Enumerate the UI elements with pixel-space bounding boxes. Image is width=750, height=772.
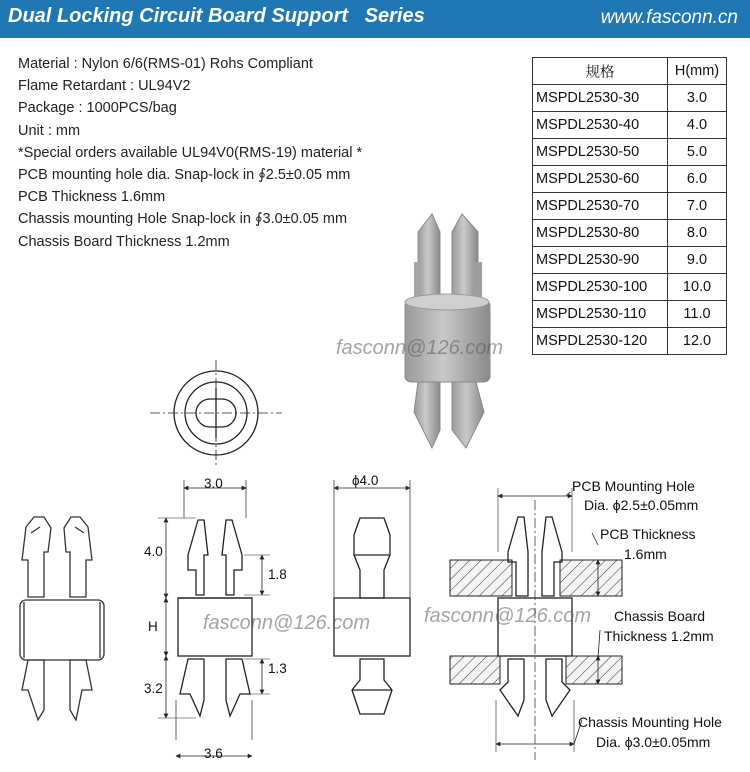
spec-line: *Special orders available UL94V0(RMS-19) material * bbox=[18, 144, 363, 161]
page-title: Dual Locking Circuit Board Support Series bbox=[8, 5, 425, 27]
table-cell: 4.0 bbox=[668, 112, 727, 139]
table-header-cell: H(mm) bbox=[668, 58, 727, 85]
dim-width-bottom: 3.6 bbox=[204, 746, 223, 761]
pcb-hole-label: PCB Mounting Hole bbox=[572, 478, 695, 494]
chassis-board-label: Chassis Board bbox=[614, 608, 706, 624]
dim-body-height: H bbox=[148, 619, 158, 634]
table-cell: 8.0 bbox=[668, 220, 727, 247]
spec-line: Chassis Board Thickness 1.2mm bbox=[18, 233, 230, 250]
spec-line: Flame Retardant : UL94V2 bbox=[18, 78, 191, 95]
watermark: fasconn@126.com bbox=[336, 337, 504, 359]
dim-diameter: ϕ4.0 bbox=[352, 473, 379, 488]
table-cell: 9.0 bbox=[668, 247, 727, 274]
table-cell: MSPDL2530-30 bbox=[533, 85, 668, 112]
table-cell: 6.0 bbox=[668, 166, 727, 193]
spec-line: Package : 1000PCS/bag bbox=[18, 100, 177, 117]
chassis-hole-dia: Dia. ϕ3.0±0.05mm bbox=[596, 734, 711, 750]
table-cell: 11.0 bbox=[668, 301, 727, 328]
table-cell: 7.0 bbox=[668, 193, 727, 220]
table-cell: 12.0 bbox=[668, 328, 727, 355]
spec-line: PCB mounting hole dia. Snap-lock in ∮2.5±0.05 mm bbox=[18, 167, 351, 184]
table-cell: 10.0 bbox=[668, 274, 727, 301]
table-cell: MSPDL2530-110 bbox=[533, 301, 668, 328]
spec-line: PCB Thickness 1.6mm bbox=[18, 189, 166, 206]
dim-lock-bottom: 1.3 bbox=[268, 661, 287, 676]
product-render bbox=[405, 214, 490, 448]
pcb-thickness-value: 1.6mm bbox=[624, 546, 667, 562]
table-cell: MSPDL2530-90 bbox=[533, 247, 668, 274]
dim-bottom-height: 3.2 bbox=[144, 681, 163, 696]
website-link[interactable]: www.fasconn.cn bbox=[600, 7, 738, 28]
table-cell: MSPDL2530-120 bbox=[533, 328, 668, 355]
table-cell: MSPDL2530-100 bbox=[533, 274, 668, 301]
dim-width-top: 3.0 bbox=[204, 476, 223, 491]
watermark: fasconn@126.com bbox=[203, 612, 371, 634]
spec-line: Chassis mounting Hole Snap-lock in ∮3.0±0.05 mm bbox=[18, 211, 348, 228]
dim-top-height: 4.0 bbox=[144, 544, 163, 559]
profile-view bbox=[334, 480, 410, 714]
top-view bbox=[150, 360, 282, 468]
chassis-hole-label: Chassis Mounting Hole bbox=[578, 714, 722, 730]
pcb-hole-dia: Dia. ϕ2.5±0.05mm bbox=[584, 497, 699, 513]
table-cell: 5.0 bbox=[668, 139, 727, 166]
table-cell: 3.0 bbox=[668, 85, 727, 112]
pcb-thickness-label: PCB Thickness bbox=[600, 526, 696, 542]
side-outline-view bbox=[20, 517, 104, 720]
watermark: fasconn@126.com bbox=[424, 605, 592, 627]
table-cell: MSPDL2530-50 bbox=[533, 139, 668, 166]
spec-line: Material : Nylon 6/6(RMS-01) Rohs Compliant bbox=[18, 56, 313, 72]
table-cell: MSPDL2530-70 bbox=[533, 193, 668, 220]
dim-lock-top: 1.8 bbox=[268, 567, 287, 582]
table-cell: MSPDL2530-60 bbox=[533, 166, 668, 193]
table-header-cell: 规格 bbox=[533, 58, 668, 85]
table-cell: MSPDL2530-80 bbox=[533, 220, 668, 247]
spec-line: Unit : mm bbox=[18, 122, 81, 139]
table-cell: MSPDL2530-40 bbox=[533, 112, 668, 139]
chassis-board-thickness: Thickness 1.2mm bbox=[604, 628, 714, 644]
